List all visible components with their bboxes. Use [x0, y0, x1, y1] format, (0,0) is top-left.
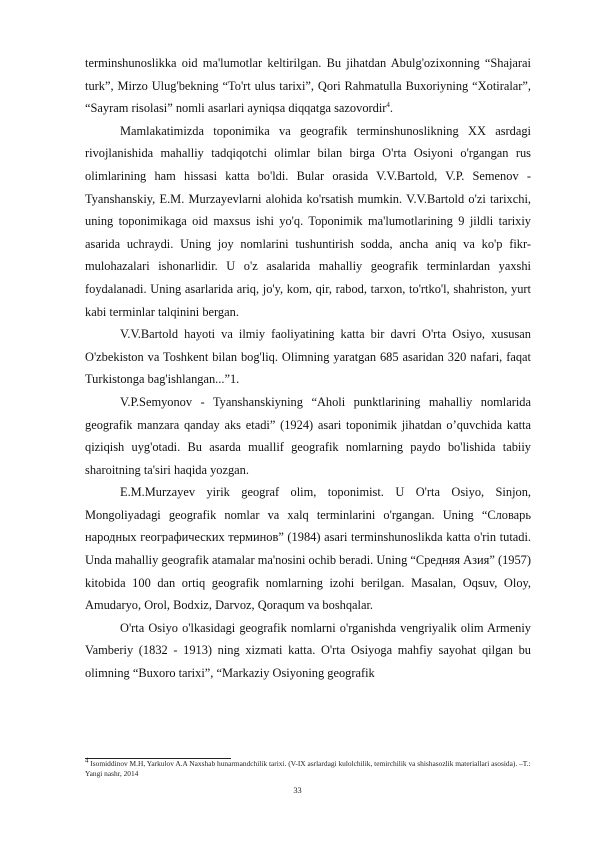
paragraph-1-text: terminshunoslikka oid ma'lumotlar keltirilgan. Bu jihatdan Abulg'ozixonning “Shajarai turk”, Mirzo Ulug'bekning “To'rt ulus tarixi”, Qori Rahmatulla Buxoriyning “Xotiralar”, “Sayram risolasi” nomli asarlari ayniqsa diqqatga sazovordir [85, 56, 531, 116]
paragraph-1 [85, 52, 531, 120]
page-number: 33 [293, 786, 302, 795]
paragraph-2: Mamlakatimizda toponimika va geografik terminshunoslikning XX asrdagi rivojlanishida mahalliy tadqiqotchi olimlar bilan birga O'rta Osiyoni o'rgangan rus olimlarining ham hissasi katta bo'ldi. Bular orasida V.V.Bartold, V.P. Semenov -Tyanshanskiy, E.M. Murzayevlarni alohida ko'rsatish mumkin. V.V.Bartold o'zi tarixchi, uning toponimikaga oid maxsus ishi yo'q. Toponimik ma'lumotlarining 9 jildli tarixiy asarida uchraydi. Uning joy nomlarini tushuntirish sodda, ancha aniq va ko'p fikr-mulohazalari ishonarlidir. U o'z asalarida mahalliy geografik terminlardan yaxshi foydalanadi. Uning asarlarida ariq, jo'y, kom, qir, rabod, tarxon, to'rtko'l, shahriston, yurt kabi terminlar talqinini bergan. [85, 123, 531, 319]
paragraph-6: O'rta Osiyo o'lkasidagi geografik nomlarni o'rganishda vengriyalik olim Armeniy Vamberiy (1832 - 1913) ning xizmati katta. O'rta Osiyoga mahfiy sayohat qilgan bu olimning “Buxoro tarixi”, “Markaziy Osiyoning geografik [85, 620, 531, 681]
footnote [85, 756, 531, 778]
paragraph-3: V.V.Bartold hayoti va ilmiy faoliyatining katta bir davri O'rta Osiyo, xususan O'zbekiston va Toshkent bilan bog'liq. Olimning yaratgan 685 asaridan 320 nafari, faqat Turkistonga bag'ishlangan...”1. [85, 327, 531, 387]
paragraph-1-tail: . [389, 101, 394, 116]
paragraph-4: V.P.Semyonov - Tyanshanskiyning “Aholi punktlarining mahalliy nomlarida geografik manzara qanday aks etadi” (1924) asari toponimik jihatdan o’quvchida katta qiziqish uyg'otadi. Bu asarda muallif geografik nomlarning paydo bo'lishida tabiiy sharoitning ta'siri haqida yozgan. [85, 394, 531, 477]
paragraph-5: E.M.Murzayev yirik geograf olim, toponimist. U O'rta Osiyo, Sinjon, Mongoliyadagi geografik nomlar va xalq terminlarini o'rgangan. Uning “Словарь народных географических терминов” (1984) asari terminshunoslikda katta o'rin tutadi. Unda mahalliy geografik atamalar ma'nosini ochib beradi. Uning “Средняя Азия” (1957) kitobida 100 dan ortiq geografik nomlarning izohi berilgan. Masalan, Oqsuv, Oloy, Amudaryo, Orol, Bodxiz, Darvoz, Qoraqum va boshqalar. [85, 485, 531, 613]
footnote-ref: 4 [386, 101, 390, 110]
footnote-number: 4 [85, 756, 89, 765]
body-text [85, 52, 531, 685]
footnote-text: Isomiddinov M.H, Yarkulov A.A Naxshab hunarmandchilik tarixi. (V-IX asrlardagi kulolchilik, temirchilik va shishasozlik materiallari asosida). –T.: Yangi nashr, 2014 [85, 759, 531, 778]
